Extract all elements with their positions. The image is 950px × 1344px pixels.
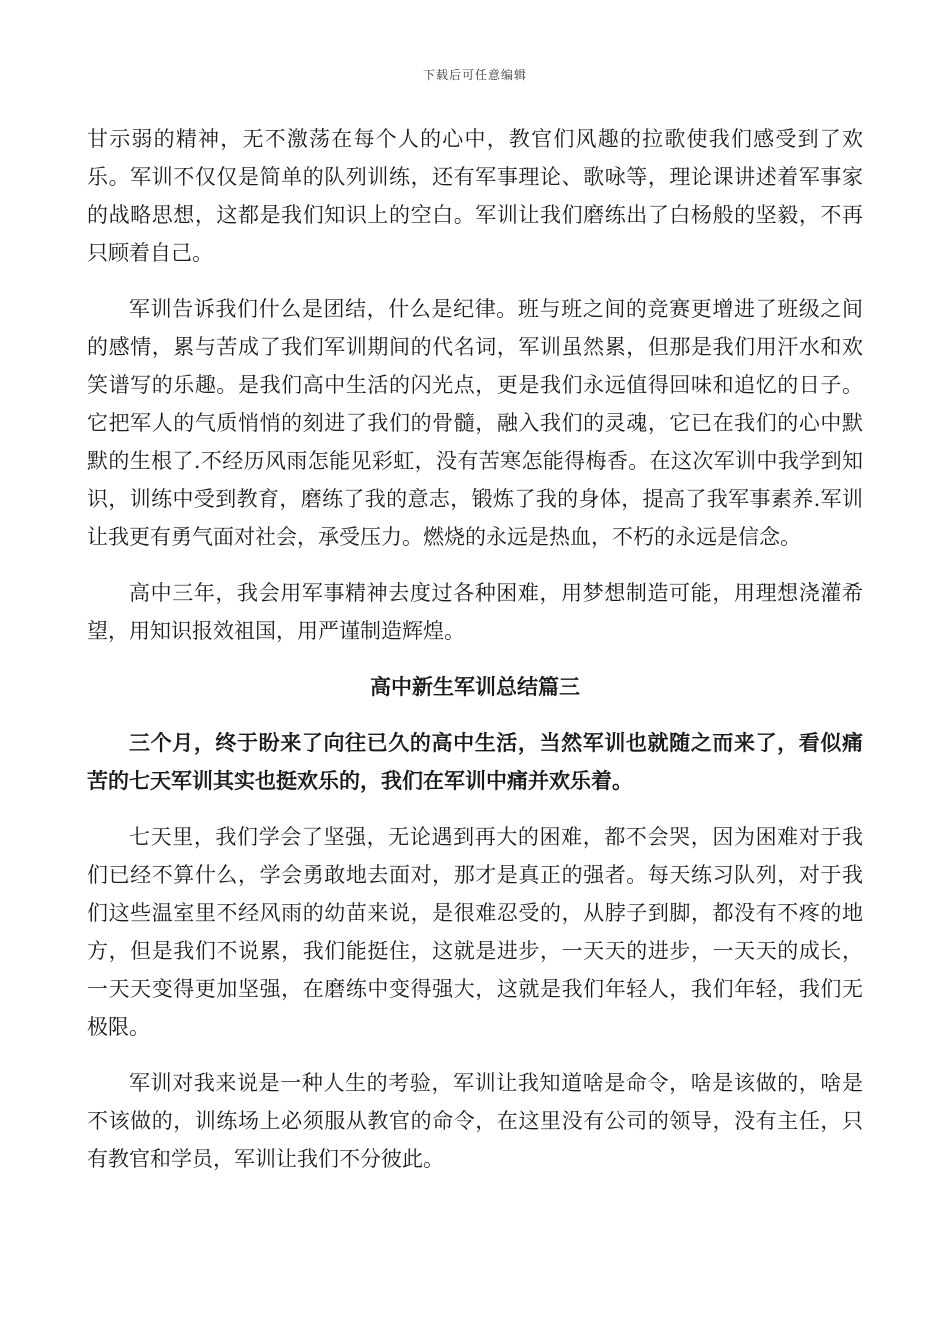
paragraph: 军训告诉我们什么是团结，什么是纪律。班与班之间的竞赛更增进了班级之间的感情，累与苦成了我们军训期间的代名词，军训虽然累，但那是我们用汗水和欢笑谱写的乐趣。是我们高中生活的闪光点，更是我们永远值得回味和追忆的日子。它把军人的气质悄悄的刻进了我们的骨髓，融入我们的灵魂，它已在我们的心中默默的生根了.不经历风雨怎能见彩虹，没有苦寒怎能得梅香。在这次军训中我学到知识，训练中受到教育，磨练了我的意志，锻炼了我的身体，提高了我军事素养.军训让我更有勇气面对社会，承受压力。燃烧的永远是热血，不朽的永远是信念。: [87, 297, 863, 549]
paragraph-continued: 甘示弱的精神，无不激荡在每个人的心中，教官们风趣的拉歌使我们感受到了欢乐。军训不仅仅是简单的队列训练，还有军事理论、歌咏等，理论课讲述着军事家的战略思想，这都是我们知识上的空白。军训让我们磨练出了白杨般的坚毅，不再只顾着自己。: [87, 127, 863, 265]
paragraph: 高中三年，我会用军事精神去度过各种困难，用梦想制造可能，用理想浇灌希望，用知识报效祖国，用严谨制造辉煌。: [87, 581, 863, 643]
page-header: 下载后可任意编辑: [422, 68, 527, 82]
lead-paragraph: 三个月，终于盼来了向往已久的高中生活，当然军训也就随之而来了，看似痛苦的七天军训其实也挺欢乐的，我们在军训中痛并欢乐着。: [87, 730, 863, 793]
paragraph: 军训对我来说是一种人生的考验，军训让我知道啥是命令，啥是该做的，啥是不该做的，训练场上必须服从教官的命令，在这里没有公司的领导，没有主任，只有教官和学员，军训让我们不分彼此。: [87, 1071, 863, 1171]
document-body: [87, 120, 863, 1196]
paragraph: 七天里，我们学会了坚强，无论遇到再大的困难，都不会哭，因为困难对于我们已经不算什么，学会勇敢地去面对，那才是真正的强者。每天练习队列，对于我们这些温室里不经风雨的幼苗来说，是很难忍受的，从脖子到脚，都没有不疼的地方，但是我们不说累，我们能挺住，这就是进步，一天天的进步，一天天的成长，一天天变得更加坚强，在磨练中变得强大，这就是我们年轻人，我们年轻，我们无极限。: [87, 825, 863, 1039]
section-title: 高中新生军训总结篇三: [370, 674, 580, 699]
